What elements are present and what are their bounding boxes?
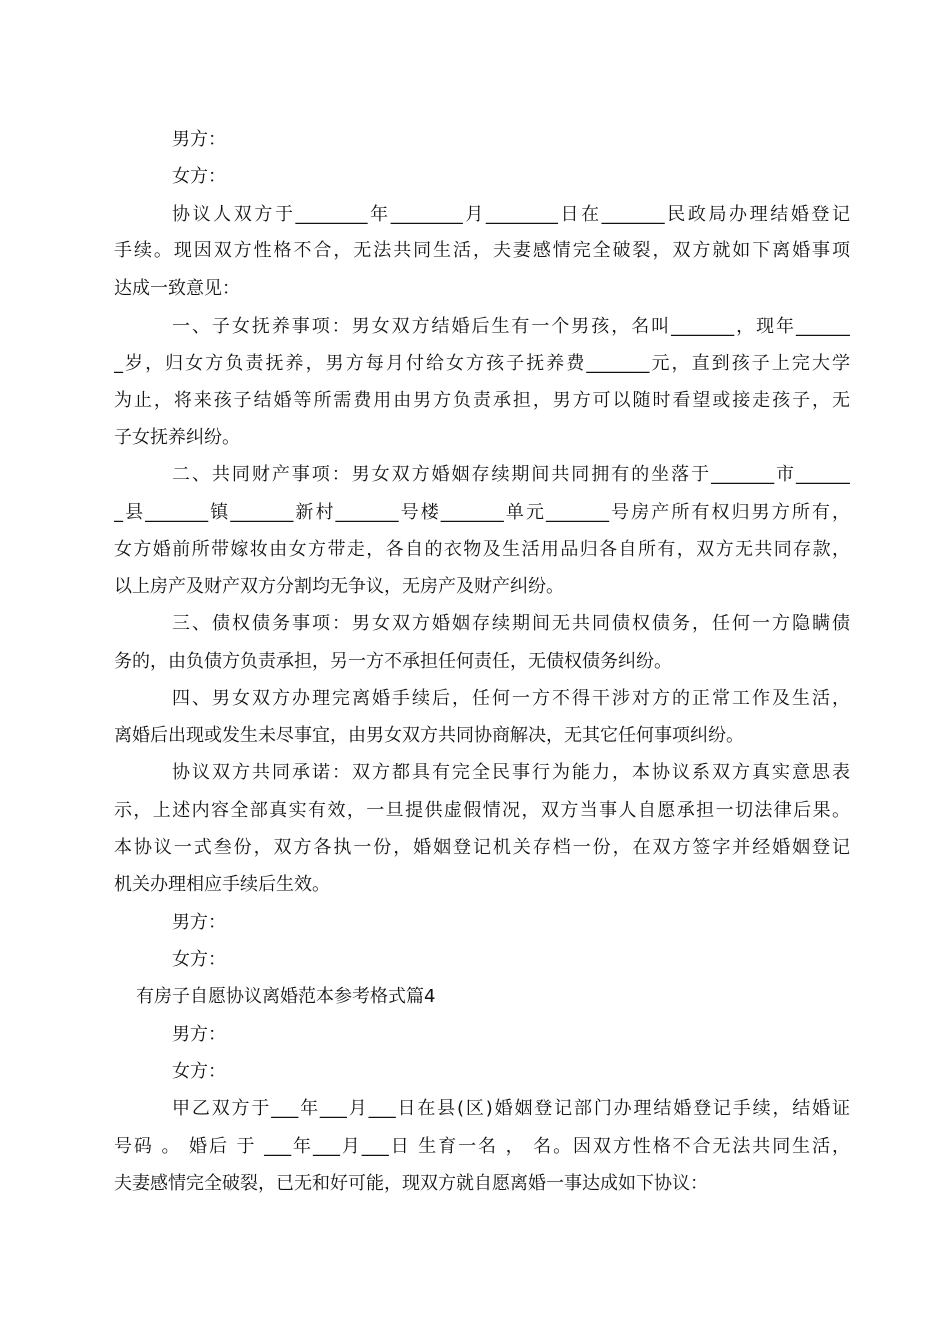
paragraph-line: 协议双方共同承诺：双方都具有完全民事行为能力，本协议系双方真实意思表 xyxy=(172,762,850,783)
signature-label-man: 男方： xyxy=(172,912,226,933)
paragraph-line: 三、债权债务事项：男女双方婚姻存续期间无共同债权债务，任何一方隐瞒债 xyxy=(172,613,850,634)
signature-label-man: 男方： xyxy=(172,129,226,150)
paragraph-line: 手续。现因双方性格不合，无法共同生活，夫妻感情完全破裂，双方就如下离婚事项 xyxy=(114,240,850,261)
paragraph-line: 四、男女双方办理完离婚手续后，任何一方不得干涉对方的正常工作及生活， xyxy=(172,688,850,709)
paragraph-line: 甲乙双方于___年___月___日在县(区)婚姻登记部门办理结婚登记手续，结婚证 xyxy=(172,1098,850,1119)
paragraph-line: 一、子女抚养事项：男女双方结婚后生有一个男孩，名叫_______，现年______ xyxy=(172,316,850,337)
paragraph-line: 示，上述内容全部真实有效，一旦提供虚假情况，双方当事人自愿承担一切法律后果。 xyxy=(114,800,850,821)
paragraph-line: 子女抚养纠纷。 xyxy=(114,427,240,448)
paragraph-line: _岁，归女方负责抚养，男方每月付给女方孩子抚养费_______元，直到孩子上完大学 xyxy=(114,353,850,374)
paragraph-line: 本协议一式叁份，双方各执一份，婚姻登记机关存档一份，在双方签字并经婚姻登记 xyxy=(114,837,850,858)
paragraph-line: 达成一致意见： xyxy=(114,278,240,299)
signature-label-woman: 女方： xyxy=(172,166,226,187)
signature-label-man: 男方： xyxy=(172,1024,226,1045)
paragraph-line: 务的，由负债方负责承担，另一方不承担任何责任，无债权债务纠纷。 xyxy=(114,651,672,672)
paragraph-line: 号码 。 婚后 于 ___年___月___日 生育一名 ， 名。因双方性格不合无法共同生活， xyxy=(114,1136,850,1157)
paragraph-line: 夫妻感情完全破裂，已无和好可能，现双方就自愿离婚一事达成如下协议： xyxy=(114,1173,708,1194)
paragraph-line: 离婚后出现或发生未尽事宜，由男女双方共同协商解决，无其它任何事项纠纷。 xyxy=(114,725,744,746)
paragraph-line: 机关办理相应手续后生效。 xyxy=(114,874,330,895)
paragraph-line: 二、共同财产事项：男女双方婚姻存续期间共同拥有的坐落于_______市______ xyxy=(172,464,850,485)
signature-label-woman: 女方： xyxy=(172,949,226,970)
paragraph-line: _县_______镇_______新村_______号楼_______单元_______号房产所有权归男方所有， xyxy=(114,502,850,523)
signature-label-woman: 女方： xyxy=(172,1061,226,1082)
paragraph-line: 协议人双方于________年________月________日在_______民政局办理结婚登记 xyxy=(172,204,850,225)
paragraph-line: 以上房产及财产双方分割均无争议，无房产及财产纠纷。 xyxy=(114,576,564,597)
section-heading: 有房子自愿协议离婚范本参考格式篇4 xyxy=(136,986,436,1007)
paragraph-line: 为止，将来孩子结婚等所需费用由男方负责承担，男方可以随时看望或接走孩子，无 xyxy=(114,390,850,411)
paragraph-line: 女方婚前所带嫁妆由女方带走，各自的衣物及生活用品归各自所有，双方无共同存款， xyxy=(114,539,850,560)
